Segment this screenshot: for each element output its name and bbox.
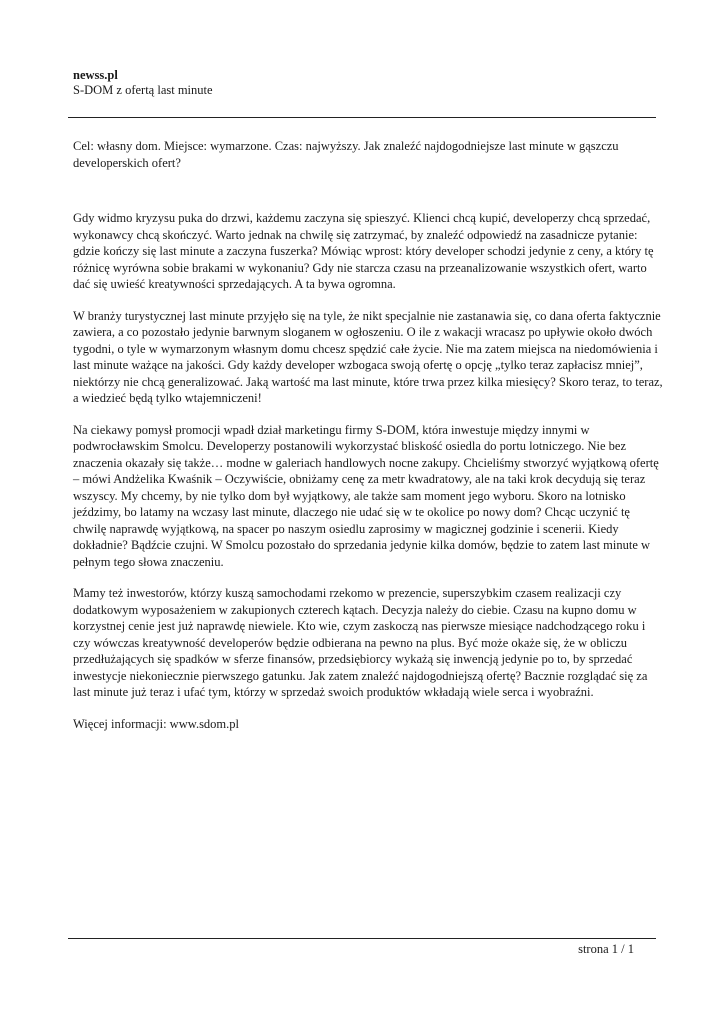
article-lead: Cel: własny dom. Miejsce: wymarzone. Czas: najwyższy. Jak znaleźć najdogodniejsze last minute w gąszczu developerskich ofert? bbox=[73, 139, 619, 170]
footer-divider bbox=[68, 938, 656, 939]
article-paragraph-4: Mamy też inwestorów, którzy kuszą samochodami rzekomo w prezencie, superszybkim czasem realizacji czy dodatkowym wyposażeniem w zakupionych czterech kątach. Decyzja należy do ciebie. Czasu na kupno domu w korzystnej cenie jest już naprawdę niewiele. Kto wie, czym zaskoczą nas pierwsze miesiące nadchodzącego roku i czy wówczas kreatywność developerów będzie odbierana na pewno na plus. Być może okaże się, że w obliczu przedłużających się spadków w sferze finansów, przedsiębiorcy wykażą się inwencją jedynie po to, by sprzedać inwestycje niekoniecznie pierwszego gatunku. Jak zatem znaleźć najdogodniejszą ofertę? Bacznie rozglądać się za last minute już teraz i ufać tym, którzy w sprzedaż swoich produktów wkładają wiele serca i wyobraźni. bbox=[73, 586, 648, 699]
document-subtitle: S-DOM z ofertą last minute bbox=[73, 83, 213, 97]
site-name: newss.pl bbox=[73, 68, 118, 82]
article-paragraph-1: Gdy widmo kryzysu puka do drzwi, każdemu zaczyna się spieszyć. Klienci chcą kupić, developerzy chcą sprzedać, wykonawcy chcą skończyć. Warto jednak na chwilę się zatrzymać, by znaleźć odpowiedź na zasadnicze pytanie: gdzie kończy się last minute a zaczyna fuszerka? Mówiąc wprost: który developer schodzi jedynie z ceny, a który tę różnicę wyrówna sobie brakami w wykonaniu? Gdy nie starcza czasu na przeanalizowanie wszystkich ofert, warto dać się uwieść kreatywności sprzedających. A ta bywa ogromna. bbox=[73, 211, 654, 291]
more-info-line: Więcej informacji: www.sdom.pl bbox=[73, 716, 240, 731]
article-paragraph-3: Na ciekawy pomysł promocji wpadł dział marketingu firmy S-DOM, która inwestuje między innymi w podwrocławskim Smolcu. Developerzy postanowili wykorzystać bliskość osiedla do portu lotniczego. Nie bez znaczenia okazały się także… modne w galeriach handlowych nocne zakupy. Chcieliśmy stworzyć wyjątkową ofertę – mówi Andżelika Kwaśnik – Oczywiście, obniżamy cenę za metr kwadratowy, ale na taki krok decydują się teraz wszyscy. My chcemy, by nie tylko dom był wyjątkowy, ale także sam moment jego wyboru. Skoro na lotnisko jeździmy, bo latamy na wczasy last minute, dlaczego nie udać się w te okolice po nowy dom? Chcąc uczynić tę chwilę naprawdę wyjątkową, na spacer po naszym osiedlu zaprosimy w magicznej godzinie i scenerii. Kiedy dokładnie? Bądźcie czujni. W Smolcu pozostało do sprzedania jedynie kilka domów, będzie to zatem last minute w pełnym tego słowa znaczeniu. bbox=[73, 422, 659, 569]
page-number: strona 1 / 1 bbox=[578, 942, 634, 956]
article-paragraph-2: W branży turystycznej last minute przyjęło się na tyle, że nikt specjalnie nie zastanawia się, co dana oferta faktycznie zawiera, a co pozostało jedynie barwnym sloganem w ogłoszeniu. O ile z wakacji wracasz po upływie około dwóch tygodni, o tyle w wymarzonym własnym domu chcesz spędzić całe życie. Nie ma zatem miejsca na niedomówienia i last minute ważące na jakości. Gdy każdy developer wzbogaca swoją ofertę o opcję „tylko teraz zapłacisz mniej”, niektórzy nie chcą generalizować. Jaką wartość ma last minute, które trwa przez kilka miesięcy? Skoro teraz, to teraz, a wiedzieć będą tylko wtajemniczeni! bbox=[73, 308, 663, 405]
article-body bbox=[73, 138, 663, 747]
document-header bbox=[73, 68, 213, 98]
header-divider bbox=[68, 117, 656, 118]
